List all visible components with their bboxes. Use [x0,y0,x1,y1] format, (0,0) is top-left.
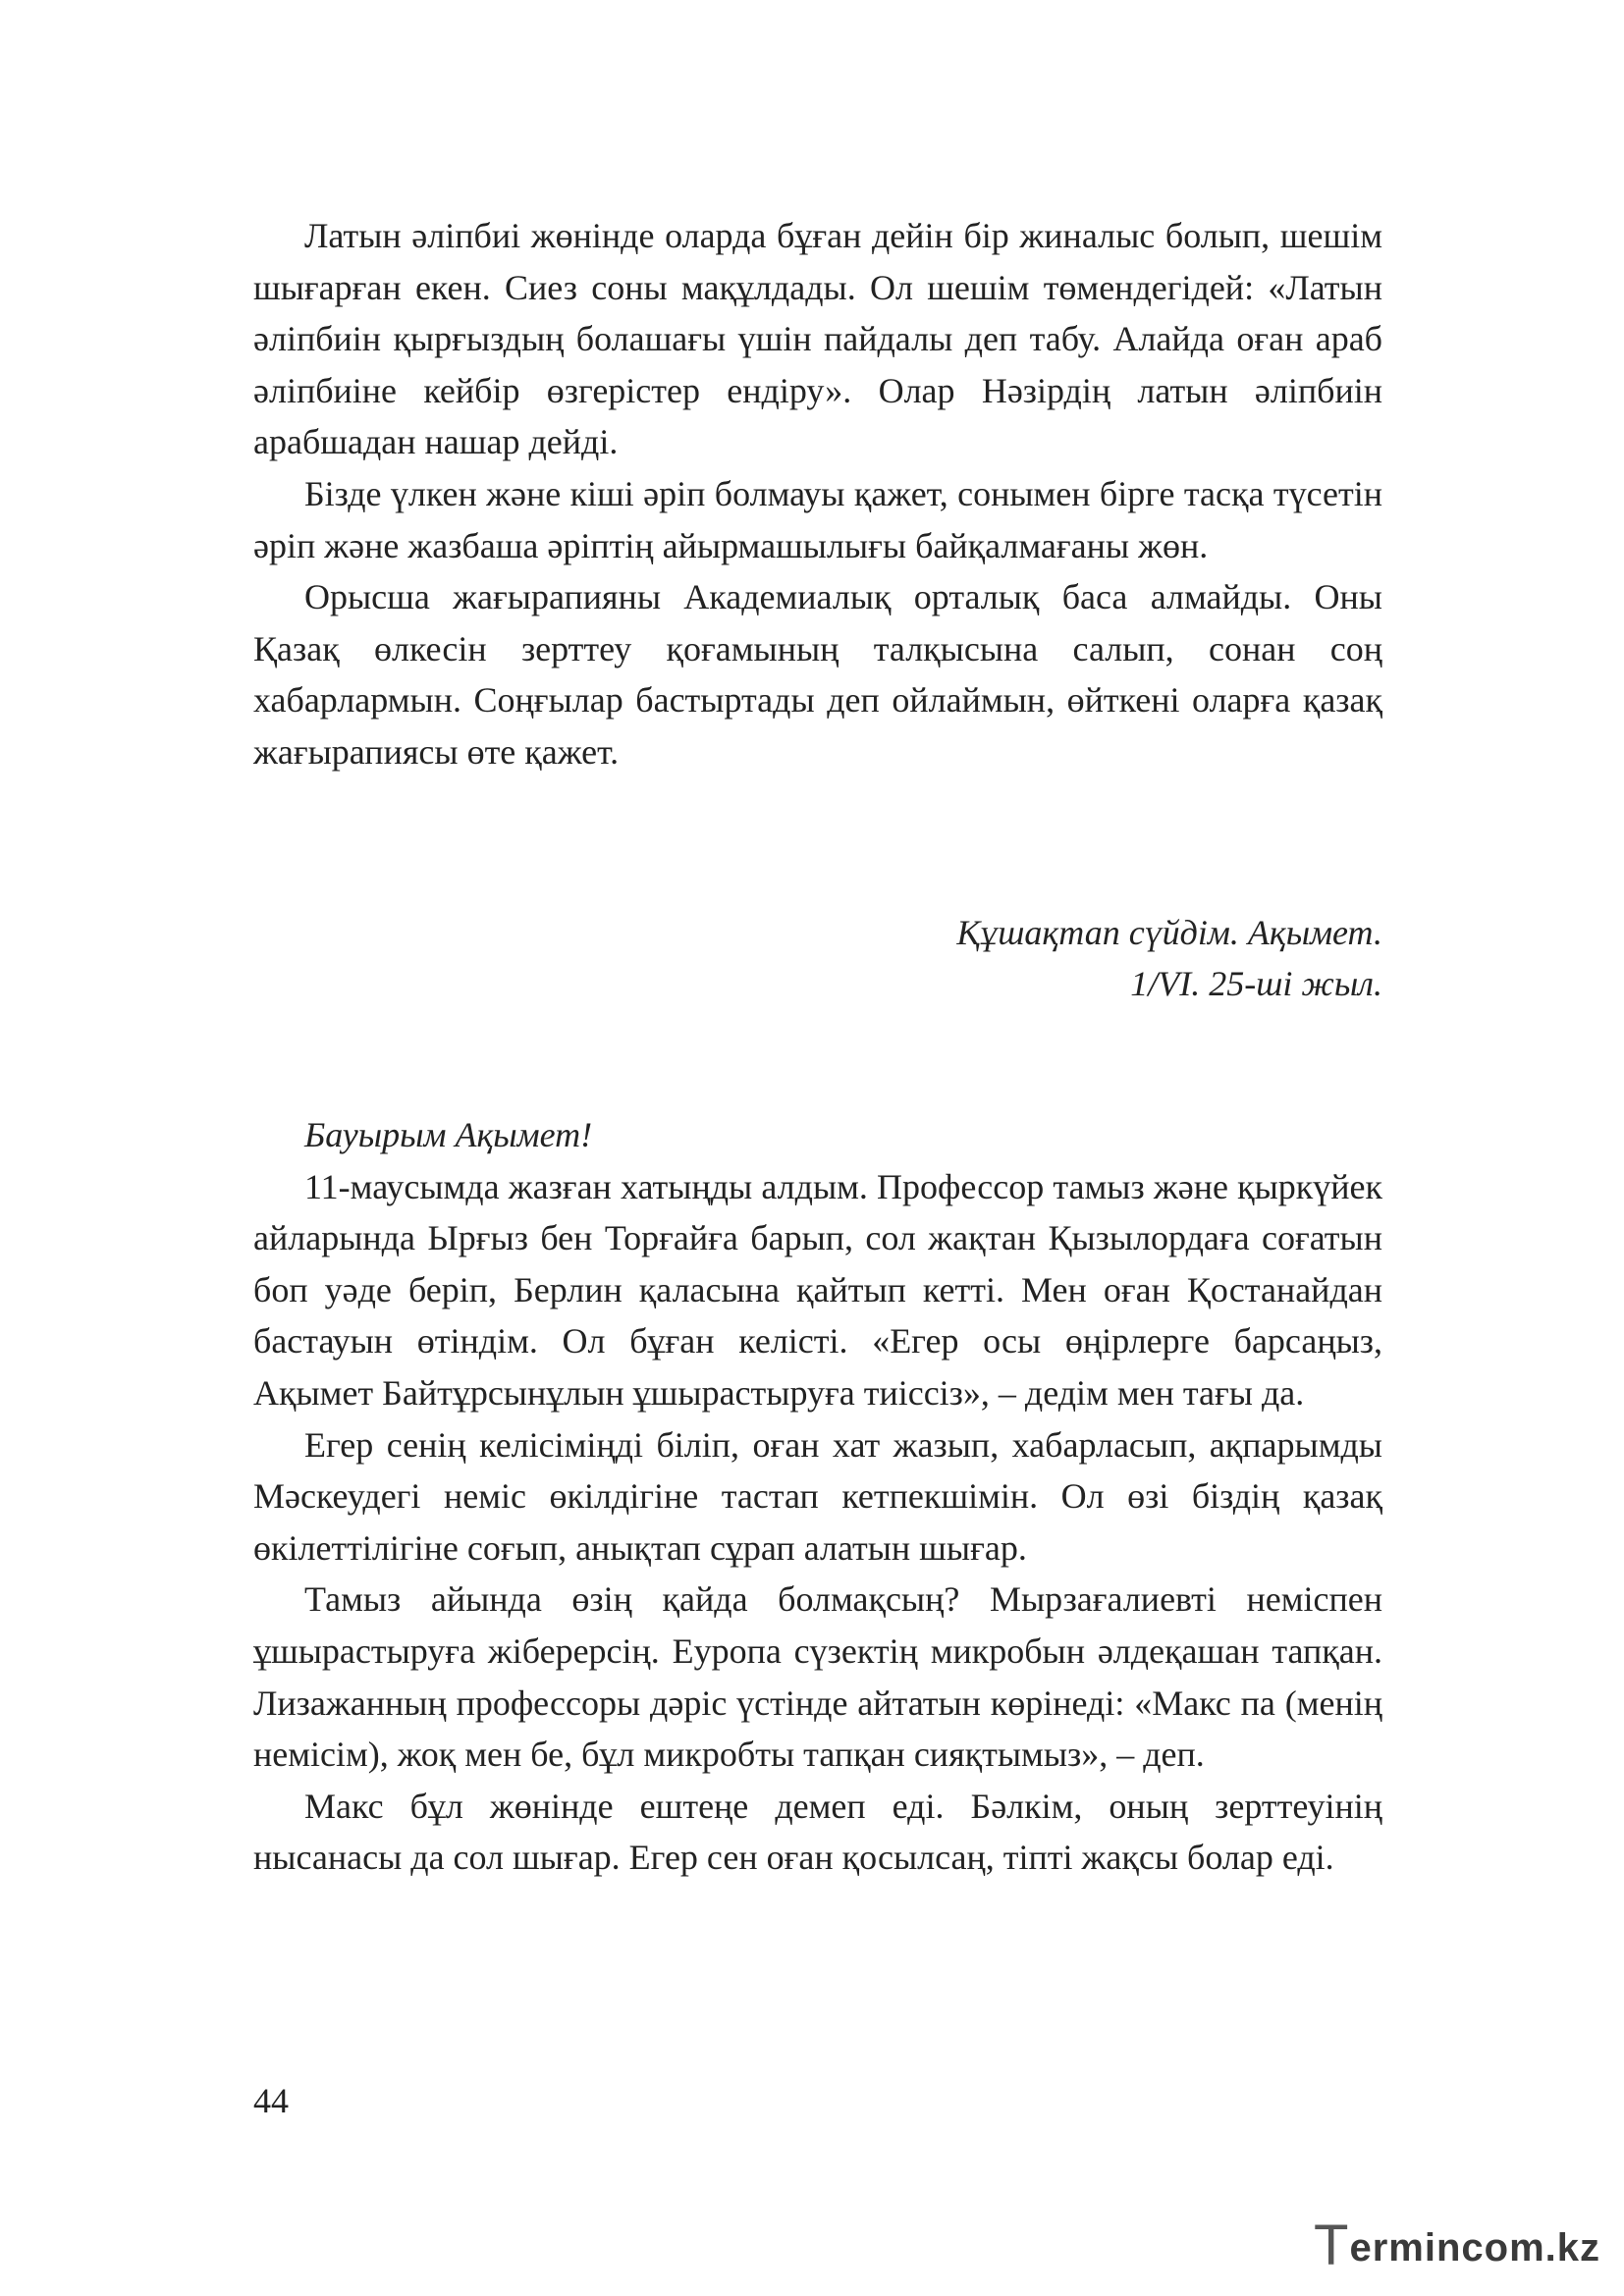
signature-line: Құшақтап сүйдім. Ақымет. [956,913,1382,952]
paragraph: Бізде үлкен және кіші әріп болмауы қажет, сонымен бірге тасқа түсетін әріп және жазбаша әріптің айырмашылығы байқалмағаны жөн. [253,473,1382,565]
paragraph: Латын әліпбиі жөнінде оларда бұған дейін бір жиналыс болып, шешім шығарған екен. Сиез соны мақұлдады. Ол шешім төмендегідей: «Латын әліпбиін қырғыздың болашағы үшін пайдалы деп табу. Алайда оған араб әліпбиіне кейбір өзгерістер ендіру». Олар Нәзірдің латын әліпбиін арабшадан нашар дейді. [253,216,1382,462]
watermark-initial: T [1314,2214,1350,2277]
paragraph: Тамыз айында өзің қайда болмақсың? Мырзағалиевті немiспен ұшырастыруға жіберерсің. Еуропа сүзектің микробын әлдеқашан тапқан. Лизажанның профессоры дәріс үстінде айтатын көрінеді: «Макс па (менің немісім), жоқ мен бе, бұл микробты тапқан сияқтымыз», – деп. [253,1579,1382,1775]
watermark-text: ermincom.kz [1349,2226,1600,2269]
paragraph: Макс бұл жөнінде ештеңе демеп еді. Бәлкім, оның зерттеуінің нысанасы да сол шығар. Егер сен оған қосылсаң, тіпті жақсы болар еді. [253,1786,1382,1878]
letter-signature [956,907,1382,1009]
page-number: 44 [253,2081,289,2120]
letter-body-top [253,210,1382,778]
salutation: Бауырым Ақымет! [304,1115,593,1154]
signature-date: 1/VI. 25-ші жыл. [1130,964,1382,1003]
paragraph: 11-маусымда жазған хатыңды алдым. Профессор тамыз және қыркүйек айларында Ырғыз бен Торғайға барып, сол жақтан Қызылордаға соғатын боп уәде беріп, Берлин қаласына қайтып кетті. Мен оған Қостанайдан бастауын өтіндім. Ол бұған келісті. «Егер осы өңірлерге барсаңыз, Ақымет Байтұрсынұлын ұшырастыруға тиіссіз», – дедім мен тағы да. [253,1166,1382,1413]
letter-body-bottom [253,1109,1382,1884]
paragraph: Орысша жағырапияны Академиалық орталық баса алмайды. Оны Қазақ өлкесін зерттеу қоғамының талқысына салып, сонан соң хабарлармын. Соңғылар бастыртады деп ойлаймын, өйткені оларға қазақ жағырапиясы өте қажет. [253,577,1382,772]
site-watermark [1314,2213,1600,2278]
paragraph: Егер сенің келісіміңді біліп, оған хат жазып, хабарласып, ақпарымды Мәскеудегі неміс өкілдігіне тастап кетпекшімін. Ол өзі біздің қазақ өкілеттілігіне соғып, анықтап сұрап алатын шығар. [253,1424,1382,1568]
